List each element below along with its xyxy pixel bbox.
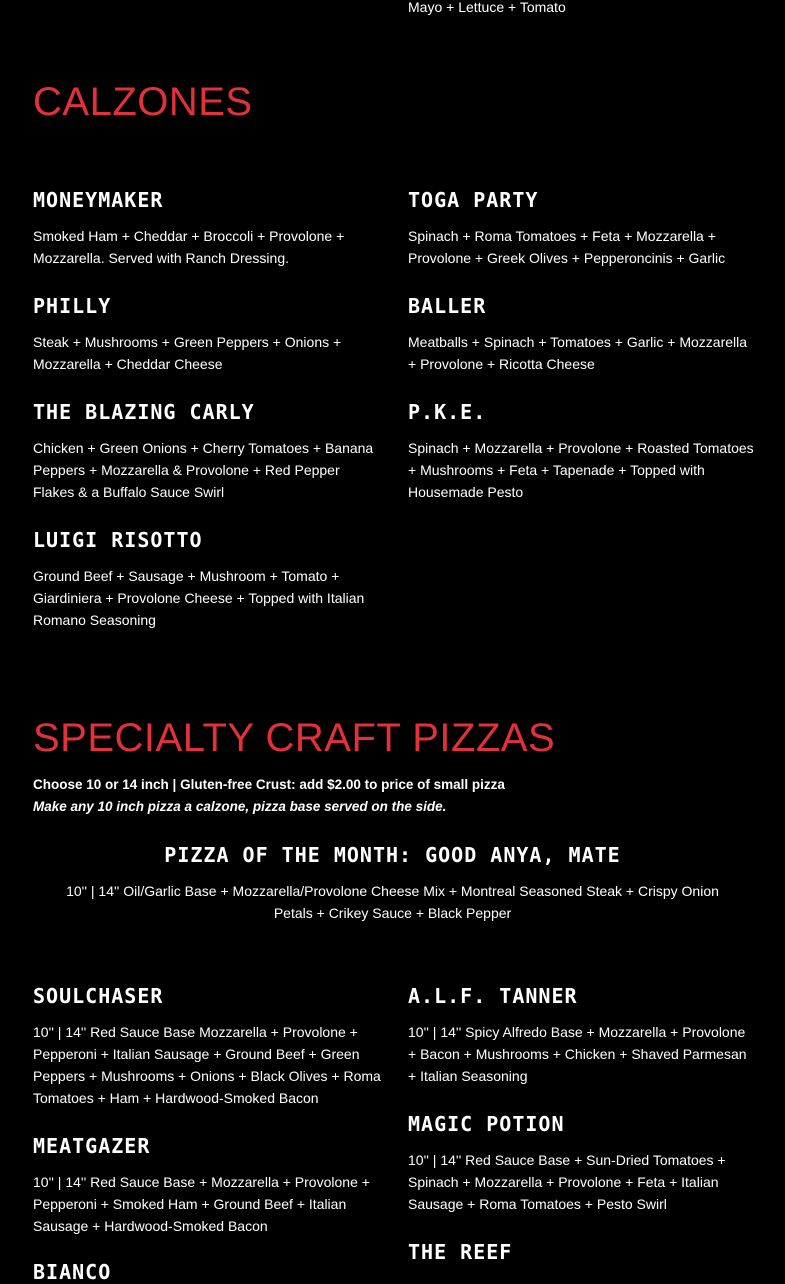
menu-item-description: 10'' | 14'' Red Sauce Base Mozzarella + Provolone + Pepperoni + Italian Sausage + Ground Beef + Green Peppers + Mushrooms + Onions + Black Olives + Roma Tomatoes + Ham + Hardwood-Smoked Bacon [33, 1024, 381, 1106]
menu-item-name: THE REEF [408, 1240, 513, 1264]
menu-item-name: THE BLAZING CARLY [33, 400, 255, 424]
menu-item-description: Spinach + Roma Tomatoes + Feta + Mozzarella + Provolone + Greek Olives + Pepperoncinis + Garlic [408, 228, 726, 266]
menu-item-name: MAGIC POTION [408, 1112, 565, 1136]
pizza-of-the-month-title: PIZZA OF THE MONTH: GOOD ANYA, MATE [164, 843, 621, 867]
previous-item-description: Mayo + Lettuce + Tomato [408, 0, 566, 15]
menu-item-name: MEATGAZER [33, 1134, 151, 1158]
menu-item-name: PHILLY [33, 294, 112, 318]
menu-item-name: BIANCO [33, 1260, 112, 1284]
pizzas-section-title: SPECIALTY CRAFT PIZZAS [33, 716, 556, 760]
menu-item-name: LUIGI RISOTTO [33, 528, 203, 552]
pizza-of-the-month-description: 10'' | 14'' Oil/Garlic Base + Mozzarella/Provolone Cheese Mix + Montreal Seasoned Steak + Crispy Onion Petals + Crikey Sauce + Black Pepper [66, 883, 719, 921]
menu-item-description: Smoked Ham + Cheddar + Broccoli + Provolone + Mozzarella. Served with Ranch Dressing. [33, 228, 345, 266]
menu-item-description: Ground Beef + Sausage + Mushroom + Tomato + Giardiniera + Provolone Cheese + Topped with Italian Romano Seasoning [33, 568, 365, 628]
menu-item-description: Meatballs + Spinach + Tomatoes + Garlic + Mozzarella + Provolone + Ricotta Cheese [408, 334, 748, 372]
menu-item-description: 10'' | 14'' Spicy Alfredo Base + Mozzarella + Provolone + Bacon + Mushrooms + Chicken + Shaved Parmesan + Italian Seasoning [408, 1024, 747, 1084]
menu-item-name: BALLER [408, 294, 487, 318]
menu-item-name: MONEYMAKER [33, 188, 164, 212]
menu-item-name: P.K.E. [408, 400, 487, 424]
calzones-section-title: CALZONES [33, 80, 253, 124]
size-note: Choose 10 or 14 inch | Gluten-free Crust: add $2.00 to price of small pizza [33, 777, 505, 792]
menu-item-description: Steak + Mushrooms + Green Peppers + Onions + Mozzarella + Cheddar Cheese [33, 334, 342, 372]
menu-item-description: Chicken + Green Onions + Cherry Tomatoes + Banana Peppers + Mozzarella & Provolone + Red Pepper Flakes & a Buffalo Sauce Swirl [33, 440, 374, 500]
menu-item-name: TOGA PARTY [408, 188, 539, 212]
menu-item-description: Spinach + Mozzarella + Provolone + Roasted Tomatoes + Mushrooms + Feta + Tapenade + Topped with Housemade Pesto [408, 440, 754, 500]
menu-item-name: A.L.F. TANNER [408, 984, 578, 1008]
menu-item-description: 10'' | 14'' Red Sauce Base + Mozzarella + Provolone + Pepperoni + Smoked Ham + Ground Beef + Italian Sausage + Hardwood-Smoked Bacon [33, 1174, 370, 1234]
calzone-note: Make any 10 inch pizza a calzone, pizza base served on the side. [33, 799, 447, 814]
menu-item-name: SOULCHASER [33, 984, 164, 1008]
menu-item-description: 10'' | 14'' Red Sauce Base + Sun-Dried Tomatoes + Spinach + Mozzarella + Provolone + Feta + Italian Sausage + Roma Tomatoes + Pesto Swirl [408, 1152, 726, 1212]
